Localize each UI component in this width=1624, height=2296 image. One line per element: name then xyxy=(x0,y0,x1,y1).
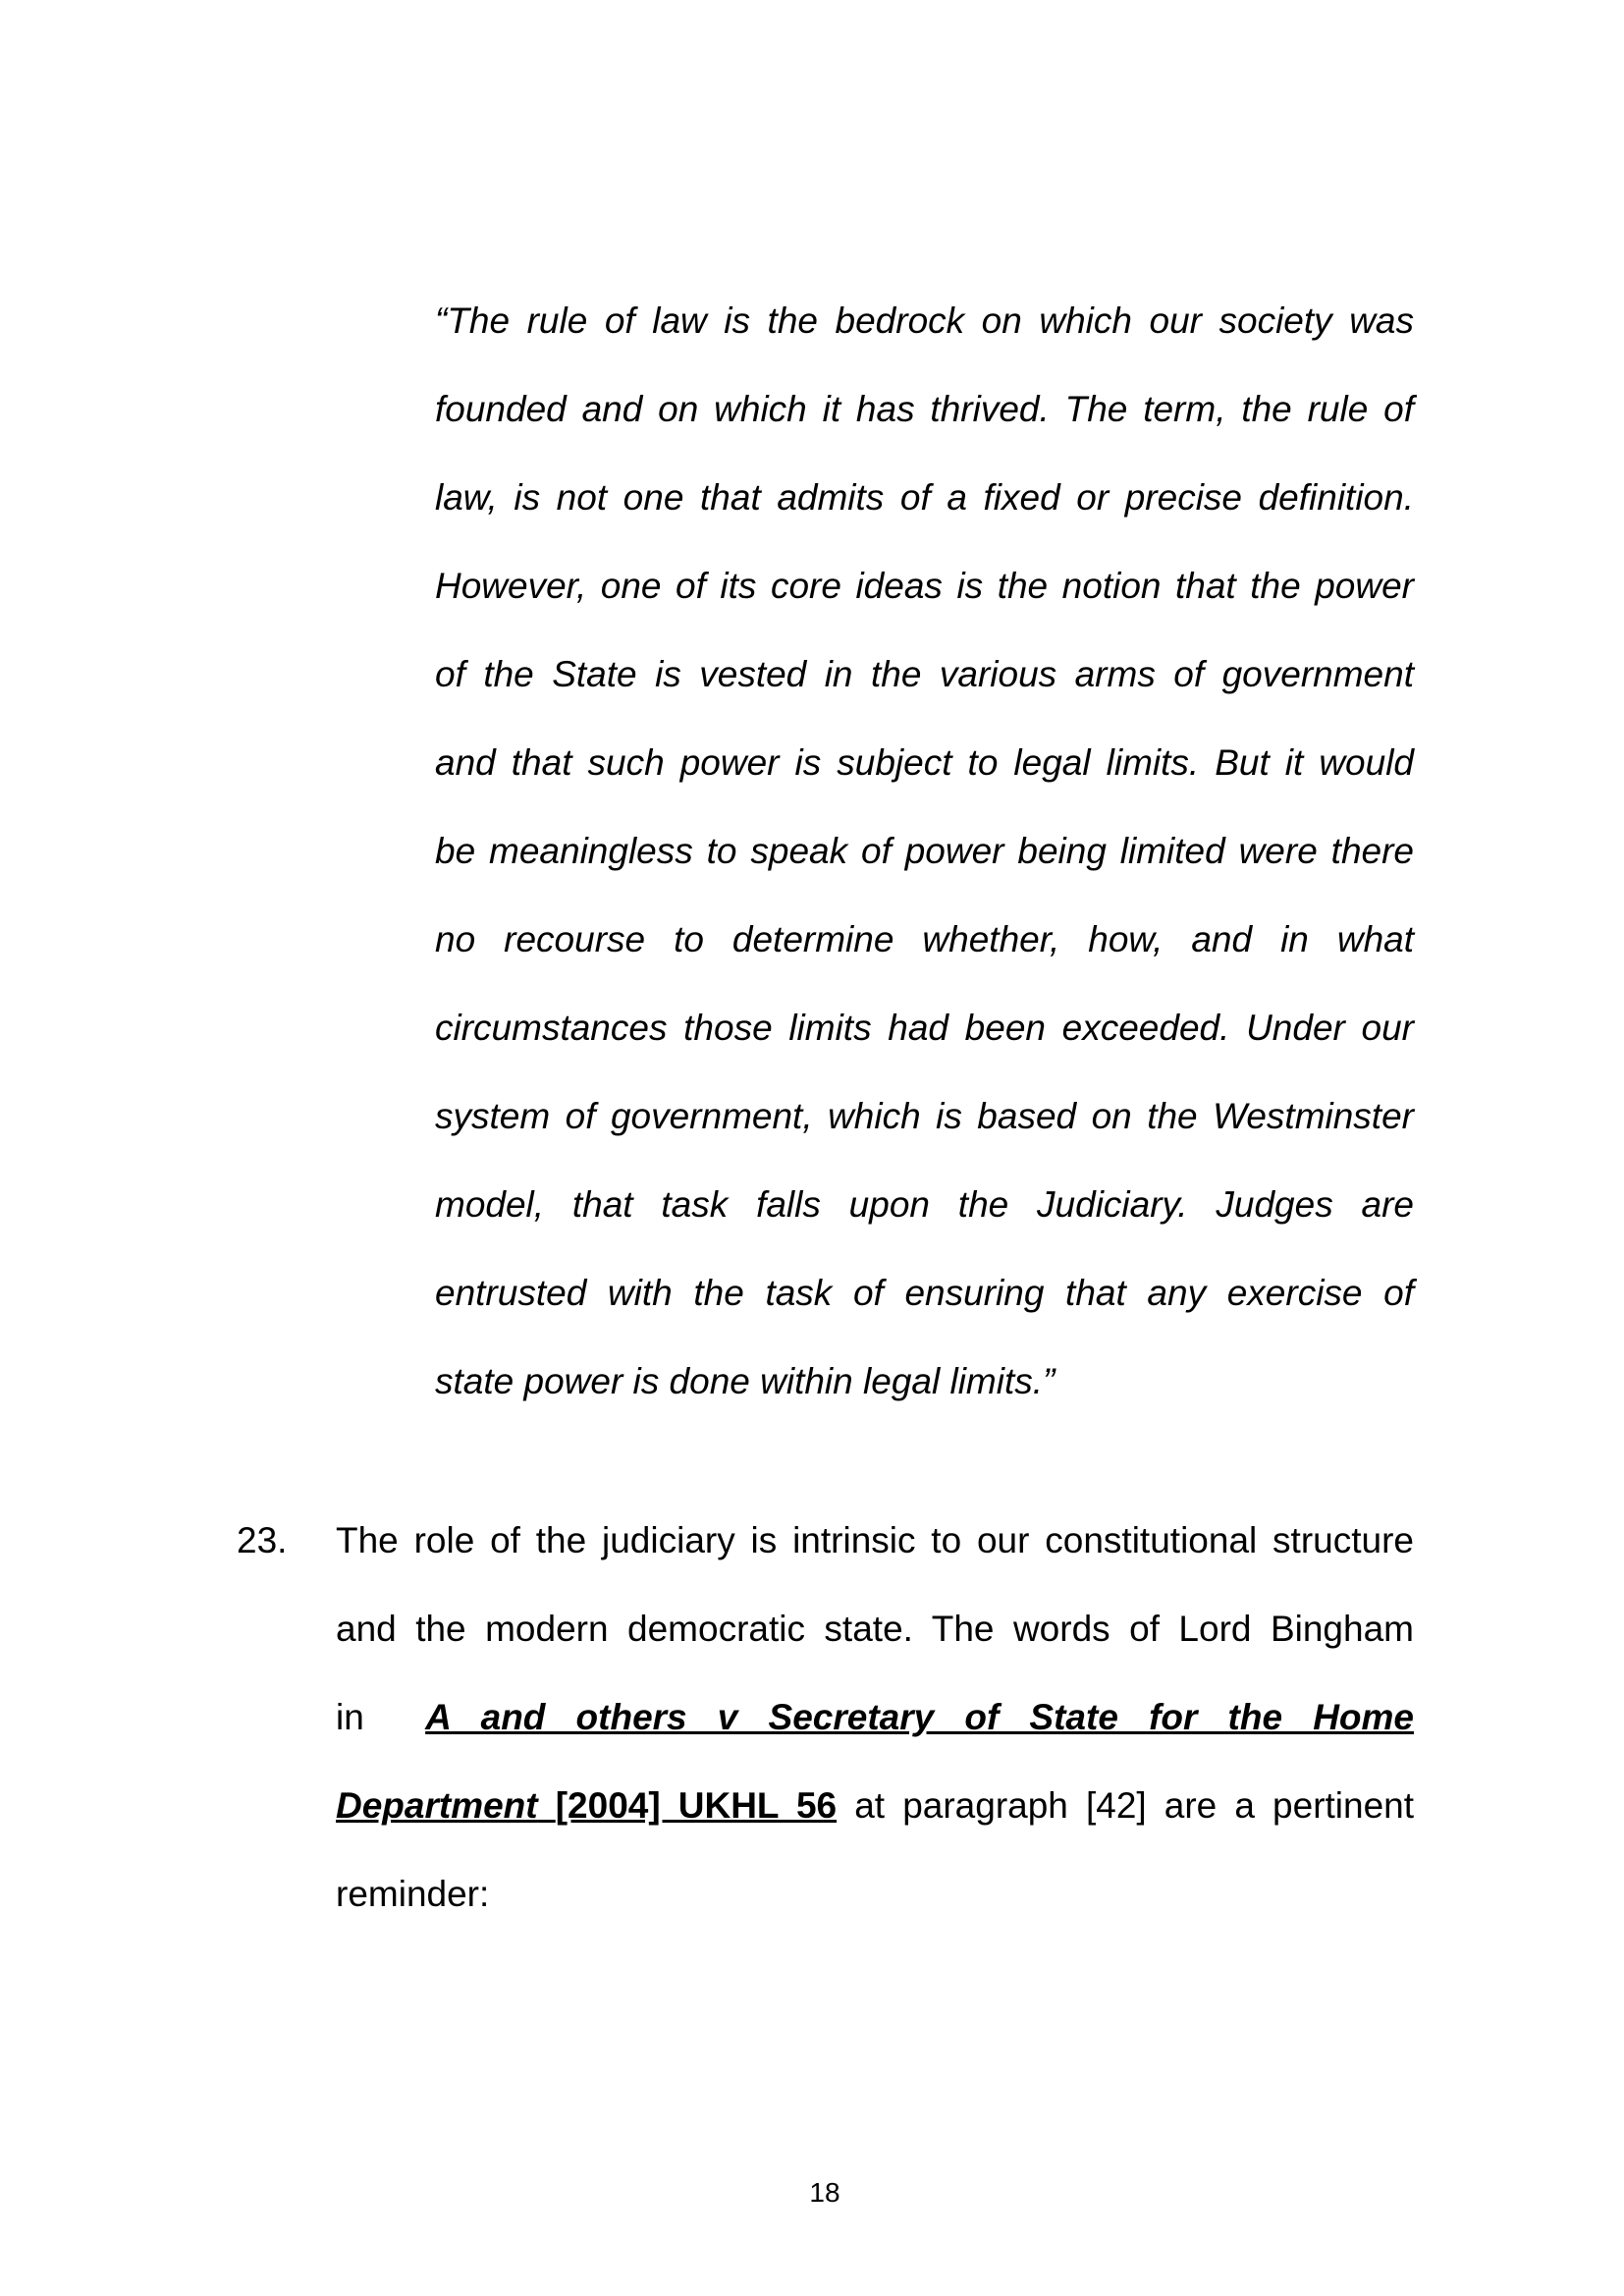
case-name-part-2: Department xyxy=(336,1785,538,1826)
quote-line-7: be meaningless to speak of power being limited were there xyxy=(435,831,1414,871)
quote-line-6: and that such power is subject to legal limits. But it would xyxy=(435,742,1414,783)
case-citation: [2004] UKHL 56 xyxy=(555,1785,838,1826)
page-number: 18 xyxy=(809,2177,840,2208)
quote-line-9: circumstances those limits had been exceeded. Under our xyxy=(435,1008,1414,1048)
paragraph-line-3-prefix: in xyxy=(336,1697,364,1737)
quote-line-2: founded and on which it has thrived. The term, the rule of xyxy=(435,389,1414,429)
quote-line-8: no recourse to determine whether, how, and in what xyxy=(435,919,1414,959)
quote-line-5: of the State is vested in the various arms of government xyxy=(435,654,1414,694)
paragraph-line-4-suffix: at paragraph [42] are a pertinent xyxy=(854,1785,1415,1826)
case-citation-space xyxy=(538,1785,556,1826)
paragraph-number: 23. xyxy=(237,1520,288,1560)
block-quote xyxy=(435,277,1414,1426)
quote-line-3: law, is not one that admits of a fixed or precise definition. xyxy=(435,477,1414,518)
quote-line-4: However, one of its core ideas is the notion that the power xyxy=(435,566,1414,606)
case-name-part-1: A and others v Secretary of State for the Home xyxy=(425,1697,1414,1737)
paragraph-line-3 xyxy=(336,1673,1414,1762)
quote-line-1: “The rule of law is the bedrock on which our society was xyxy=(435,301,1414,341)
paragraph-line-5: reminder: xyxy=(336,1874,490,1914)
paragraph-line-4 xyxy=(336,1762,1414,1850)
paragraph-line-1: The role of the judiciary is intrinsic to our constitutional structure xyxy=(336,1520,1414,1560)
quote-line-12: entrusted with the task of ensuring that any exercise of xyxy=(435,1273,1414,1313)
paragraph-body xyxy=(336,1497,1414,1939)
paragraph-line-2: and the modern democratic state. The words of Lord Bingham xyxy=(336,1609,1414,1649)
quote-line-10: system of government, which is based on the Westminster xyxy=(435,1096,1414,1136)
quote-line-13: state power is done within legal limits.” xyxy=(435,1361,1056,1401)
quote-line-11: model, that task falls upon the Judiciary. Judges are xyxy=(435,1184,1414,1225)
